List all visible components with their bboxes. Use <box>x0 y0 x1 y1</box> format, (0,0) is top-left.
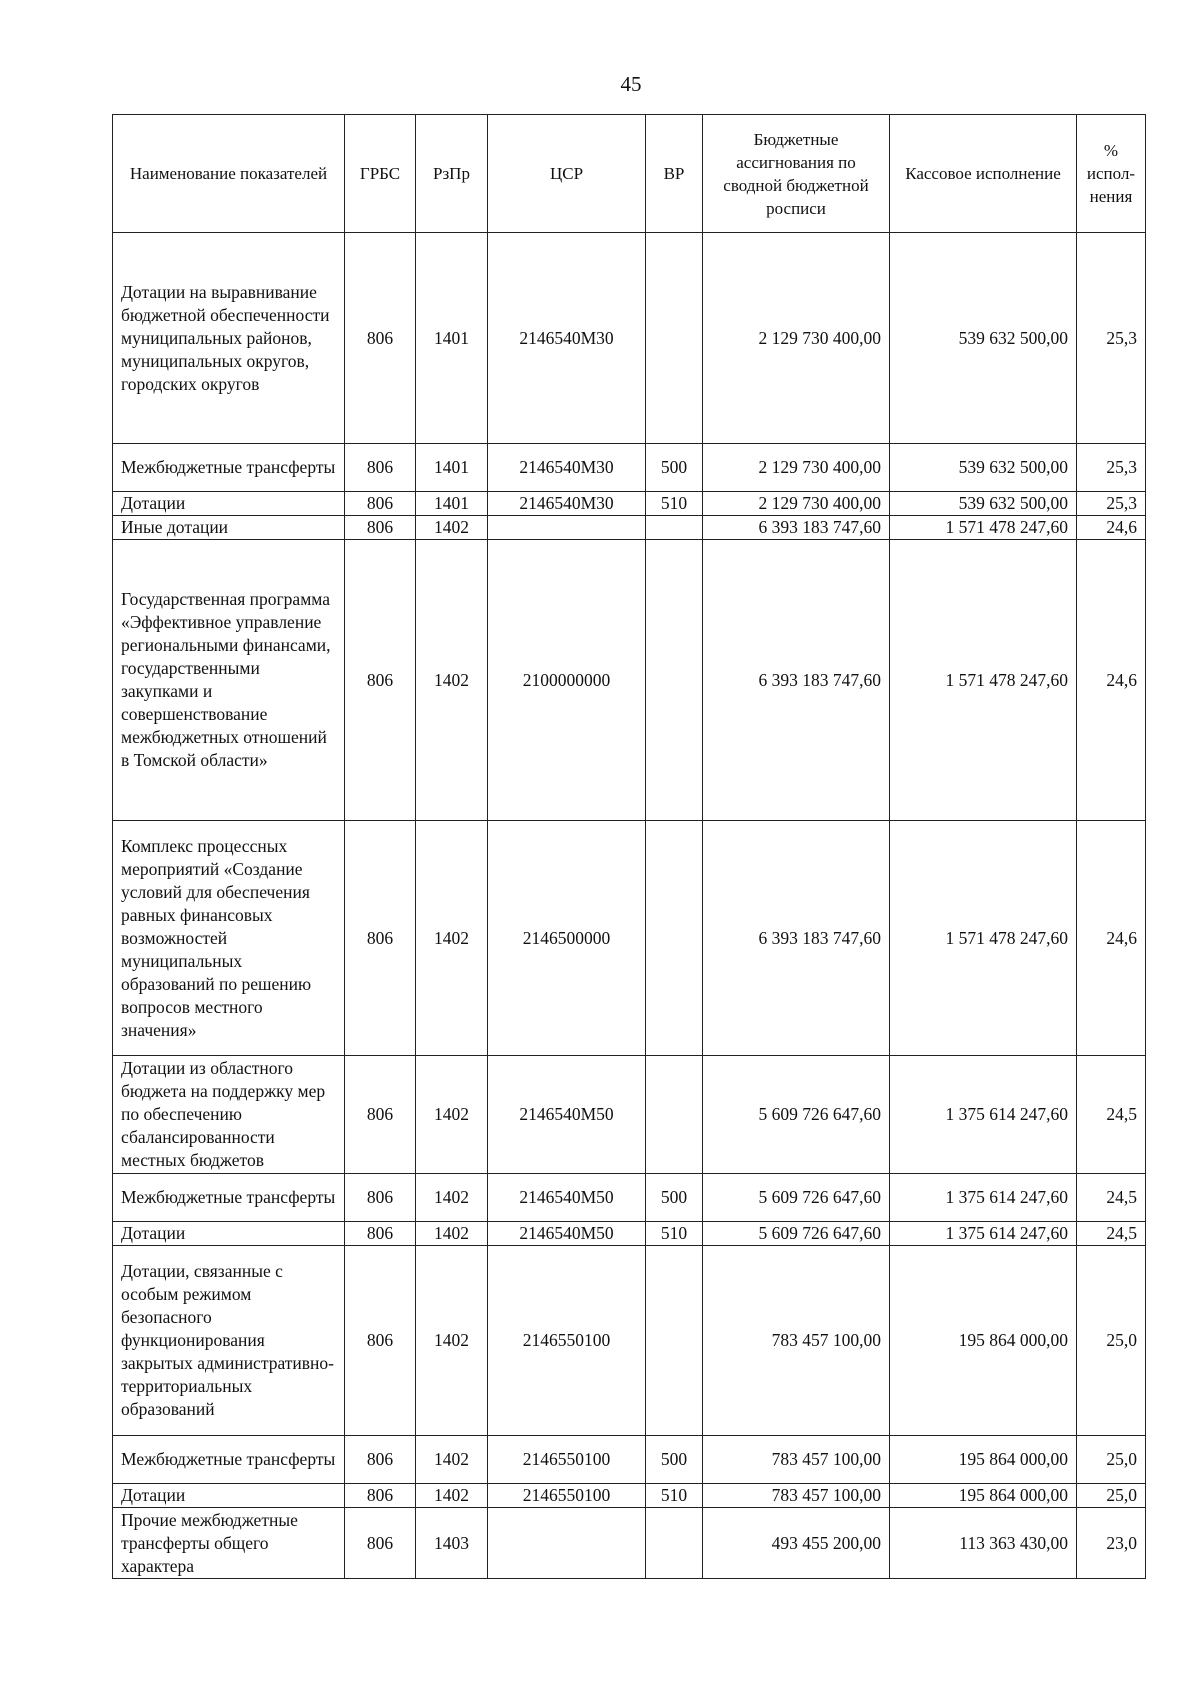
budget-table <box>112 114 1146 1579</box>
header-csr: ЦСР <box>488 115 646 233</box>
cell-name: Государственная программа «Эффективное управление региональными финансами, государственными закупками и совершенствование межбюджетных отношений в Томской области» <box>113 540 345 821</box>
table-row <box>113 1436 1146 1484</box>
cell-cash: 1 375 614 247,60 <box>890 1222 1077 1246</box>
cell-cash: 195 864 000,00 <box>890 1246 1077 1436</box>
header-assign: Бюджетные ассигнования по сводной бюджетной росписи <box>703 115 890 233</box>
cell-cash: 539 632 500,00 <box>890 444 1077 492</box>
table-row <box>113 492 1146 516</box>
page-number: 45 <box>620 72 642 96</box>
cell-grbs: 806 <box>345 1484 416 1508</box>
cell-grbs: 806 <box>345 540 416 821</box>
cell-vr <box>646 821 703 1056</box>
cell-pct: 25,3 <box>1077 492 1146 516</box>
cell-assign: 6 393 183 747,60 <box>703 821 890 1056</box>
cell-assign: 2 129 730 400,00 <box>703 444 890 492</box>
cell-vr <box>646 540 703 821</box>
cell-assign: 5 609 726 647,60 <box>703 1174 890 1222</box>
cell-grbs: 806 <box>345 1174 416 1222</box>
cell-pct: 24,5 <box>1077 1056 1146 1174</box>
cell-assign: 5 609 726 647,60 <box>703 1222 890 1246</box>
cell-grbs: 806 <box>345 492 416 516</box>
cell-grbs: 806 <box>345 1222 416 1246</box>
cell-vr: 500 <box>646 1436 703 1484</box>
table-row <box>113 1222 1146 1246</box>
cell-csr: 2146550100 <box>488 1484 646 1508</box>
cell-rzpr: 1402 <box>416 1484 488 1508</box>
cell-assign: 6 393 183 747,60 <box>703 516 890 540</box>
cell-csr: 2100000000 <box>488 540 646 821</box>
cell-name: Дотации <box>113 1484 345 1508</box>
cell-pct: 23,0 <box>1077 1508 1146 1579</box>
cell-name: Дотации <box>113 1222 345 1246</box>
cell-pct: 25,0 <box>1077 1246 1146 1436</box>
table-row <box>113 1174 1146 1222</box>
cell-rzpr: 1403 <box>416 1508 488 1579</box>
cell-assign: 783 457 100,00 <box>703 1246 890 1436</box>
cell-rzpr: 1402 <box>416 1436 488 1484</box>
cell-grbs: 806 <box>345 233 416 444</box>
table-row <box>113 821 1146 1056</box>
cell-name: Иные дотации <box>113 516 345 540</box>
cell-pct: 24,6 <box>1077 540 1146 821</box>
cell-name: Комплекс процессных мероприятий «Создание условий для обеспечения равных финансовых возможностей муниципальных образований по решению вопросов местного значения» <box>113 821 345 1056</box>
cell-vr: 510 <box>646 1222 703 1246</box>
cell-csr: 2146540М30 <box>488 233 646 444</box>
cell-cash: 195 864 000,00 <box>890 1484 1077 1508</box>
cell-vr <box>646 233 703 444</box>
cell-vr: 500 <box>646 444 703 492</box>
cell-csr <box>488 1508 646 1579</box>
cell-pct: 25,0 <box>1077 1484 1146 1508</box>
cell-cash: 1 571 478 247,60 <box>890 516 1077 540</box>
cell-csr: 2146550100 <box>488 1436 646 1484</box>
table-row <box>113 1484 1146 1508</box>
cell-cash: 1 375 614 247,60 <box>890 1056 1077 1174</box>
cell-assign: 2 129 730 400,00 <box>703 492 890 516</box>
table-row <box>113 516 1146 540</box>
cell-rzpr: 1402 <box>416 821 488 1056</box>
cell-vr: 510 <box>646 492 703 516</box>
cell-pct: 24,5 <box>1077 1222 1146 1246</box>
cell-cash: 539 632 500,00 <box>890 233 1077 444</box>
cell-name: Дотации на выравнивание бюджетной обеспеченности муниципальных районов, муниципальных округов, городских округов <box>113 233 345 444</box>
cell-vr: 510 <box>646 1484 703 1508</box>
cell-grbs: 806 <box>345 444 416 492</box>
cell-assign: 6 393 183 747,60 <box>703 540 890 821</box>
cell-assign: 5 609 726 647,60 <box>703 1056 890 1174</box>
cell-pct: 25,0 <box>1077 1436 1146 1484</box>
cell-vr <box>646 1056 703 1174</box>
table-row <box>113 1508 1146 1579</box>
cell-cash: 195 864 000,00 <box>890 1436 1077 1484</box>
cell-rzpr: 1401 <box>416 444 488 492</box>
cell-rzpr: 1401 <box>416 233 488 444</box>
cell-rzpr: 1402 <box>416 516 488 540</box>
cell-assign: 783 457 100,00 <box>703 1484 890 1508</box>
cell-name: Межбюджетные трансферты <box>113 1174 345 1222</box>
cell-pct: 24,6 <box>1077 516 1146 540</box>
table-row <box>113 444 1146 492</box>
cell-name: Межбюджетные трансферты <box>113 444 345 492</box>
cell-cash: 1 571 478 247,60 <box>890 821 1077 1056</box>
cell-vr: 500 <box>646 1174 703 1222</box>
cell-cash: 539 632 500,00 <box>890 492 1077 516</box>
cell-csr: 2146500000 <box>488 821 646 1056</box>
table-header-row <box>113 115 1146 233</box>
cell-assign: 783 457 100,00 <box>703 1436 890 1484</box>
cell-cash: 113 363 430,00 <box>890 1508 1077 1579</box>
table-row <box>113 233 1146 444</box>
cell-pct: 24,5 <box>1077 1174 1146 1222</box>
cell-csr: 2146540М30 <box>488 492 646 516</box>
cell-rzpr: 1402 <box>416 540 488 821</box>
cell-csr: 2146540М30 <box>488 444 646 492</box>
cell-csr: 2146540М50 <box>488 1174 646 1222</box>
cell-cash: 1 375 614 247,60 <box>890 1174 1077 1222</box>
cell-grbs: 806 <box>345 821 416 1056</box>
header-cash: Кассовое исполнение <box>890 115 1077 233</box>
cell-csr: 2146540М50 <box>488 1222 646 1246</box>
cell-vr <box>646 516 703 540</box>
cell-pct: 25,3 <box>1077 444 1146 492</box>
cell-grbs: 806 <box>345 1436 416 1484</box>
cell-grbs: 806 <box>345 516 416 540</box>
table-row <box>113 1056 1146 1174</box>
cell-csr <box>488 516 646 540</box>
cell-rzpr: 1402 <box>416 1174 488 1222</box>
header-pct: % испол-нения <box>1077 115 1146 233</box>
cell-rzpr: 1401 <box>416 492 488 516</box>
cell-rzpr: 1402 <box>416 1246 488 1436</box>
cell-grbs: 806 <box>345 1508 416 1579</box>
header-rzpr: РзПр <box>416 115 488 233</box>
cell-csr: 2146540М50 <box>488 1056 646 1174</box>
cell-name: Дотации из областного бюджета на поддержку мер по обеспечению сбалансированности местных бюджетов <box>113 1056 345 1174</box>
table-row <box>113 540 1146 821</box>
cell-csr: 2146550100 <box>488 1246 646 1436</box>
header-grbs: ГРБС <box>345 115 416 233</box>
header-vr: ВР <box>646 115 703 233</box>
cell-rzpr: 1402 <box>416 1222 488 1246</box>
header-name: Наименование показателей <box>113 115 345 233</box>
cell-name: Прочие межбюджетные трансферты общего характера <box>113 1508 345 1579</box>
cell-grbs: 806 <box>345 1056 416 1174</box>
cell-pct: 24,6 <box>1077 821 1146 1056</box>
cell-name: Дотации, связанные с особым режимом безопасного функционирования закрытых административно-территориальных образований <box>113 1246 345 1436</box>
cell-grbs: 806 <box>345 1246 416 1436</box>
cell-cash: 1 571 478 247,60 <box>890 540 1077 821</box>
cell-assign: 2 129 730 400,00 <box>703 233 890 444</box>
cell-pct: 25,3 <box>1077 233 1146 444</box>
cell-assign: 493 455 200,00 <box>703 1508 890 1579</box>
table-row <box>113 1246 1146 1436</box>
cell-vr <box>646 1508 703 1579</box>
cell-name: Межбюджетные трансферты <box>113 1436 345 1484</box>
cell-vr <box>646 1246 703 1436</box>
cell-name: Дотации <box>113 492 345 516</box>
cell-rzpr: 1402 <box>416 1056 488 1174</box>
